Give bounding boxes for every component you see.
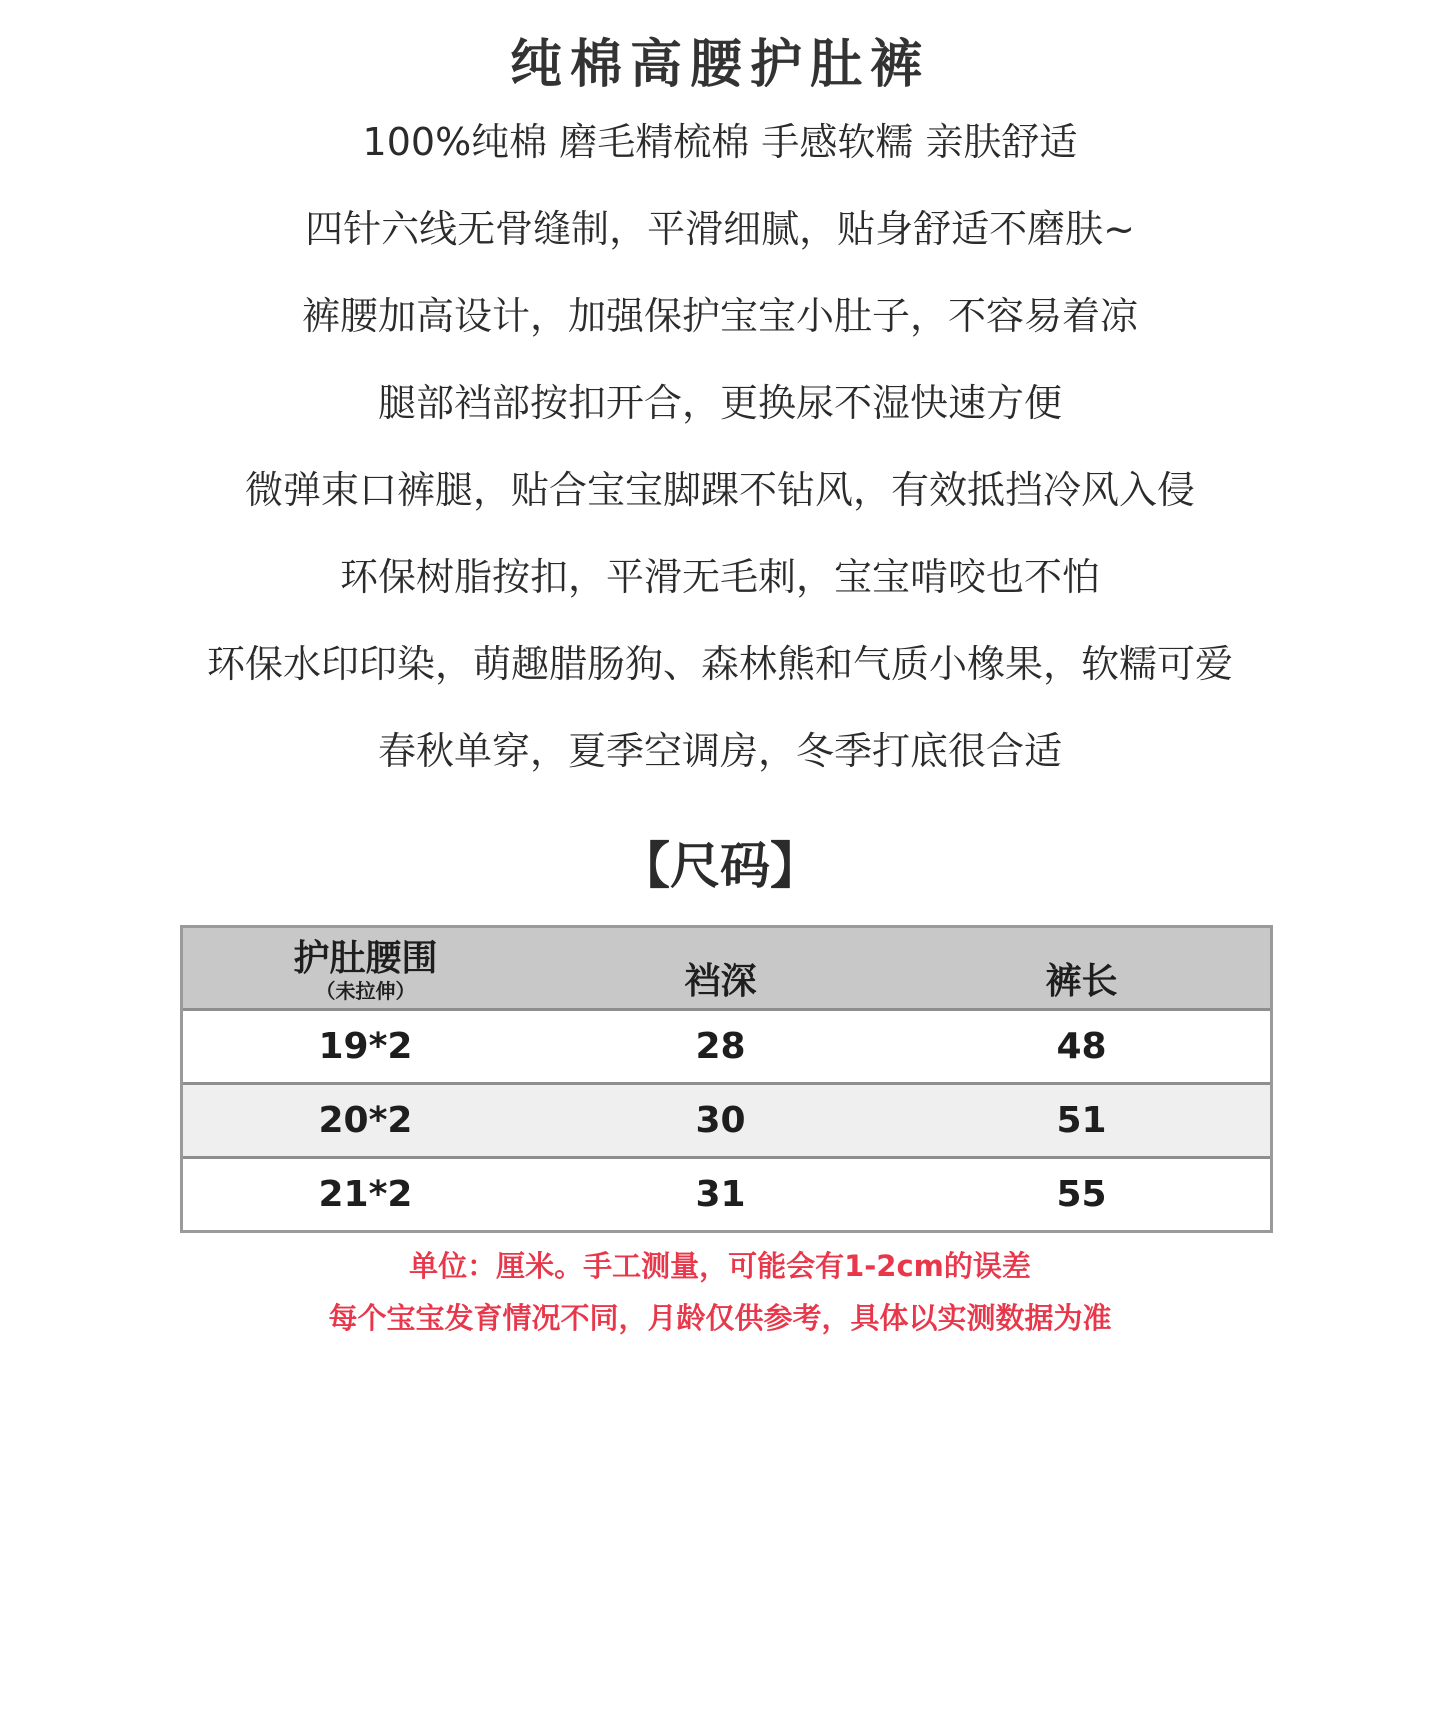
table-header-row <box>183 928 1270 1008</box>
feature-item: 环保树脂按扣，平滑无毛刺，宝宝啃咬也不怕 <box>339 555 1100 599</box>
header-waist <box>183 928 548 1008</box>
table-row <box>183 1082 1270 1156</box>
header-waist-label: 护肚腰围 <box>293 938 438 979</box>
cell-length: 55 <box>1056 1174 1107 1215</box>
measurement-notes <box>0 1240 1440 1344</box>
table-row <box>183 1156 1270 1230</box>
header-length: 裤长 <box>1045 960 1118 1002</box>
feature-item: 春秋单穿，夏季空调房，冬季打底很合适 <box>377 729 1062 773</box>
cell-waist: 19*2 <box>318 1026 413 1067</box>
header-waist-note: （未拉伸） <box>315 979 416 1003</box>
size-table <box>180 925 1273 1233</box>
table-row <box>183 1008 1270 1082</box>
cell-crotch: 28 <box>695 1026 746 1067</box>
cell-crotch: 30 <box>695 1100 746 1141</box>
cell-length: 51 <box>1056 1100 1107 1141</box>
cell-waist: 21*2 <box>318 1174 413 1215</box>
feature-item: 腿部裆部按扣开合，更换尿不湿快速方便 <box>377 381 1062 425</box>
size-section-title: 【尺码】 <box>620 837 820 895</box>
feature-item: 100%纯棉 磨毛精梳棉 手感软糯 亲肤舒适 <box>362 120 1078 164</box>
cell-length: 48 <box>1056 1026 1107 1067</box>
cell-waist: 20*2 <box>318 1100 413 1141</box>
cell-crotch: 31 <box>695 1174 746 1215</box>
feature-item: 环保水印印染，萌趣腊肠狗、森林熊和气质小橡果，软糯可爱 <box>206 642 1233 686</box>
header-crotch: 裆深 <box>684 960 757 1002</box>
note-age-reference: 每个宝宝发育情况不同，月龄仅供参考，具体以实测数据为准 <box>328 1301 1112 1335</box>
product-title: 纯棉高腰护肚裤 <box>509 35 930 95</box>
feature-list <box>0 112 1440 808</box>
feature-item: 裤腰加高设计，加强保护宝宝小肚子，不容易着凉 <box>301 294 1138 338</box>
feature-item: 微弹束口裤腿，贴合宝宝脚踝不钻风，有效抵挡冷风入侵 <box>244 468 1195 512</box>
feature-item: 四针六线无骨缝制，平滑细腻，贴身舒适不磨肤~ <box>305 207 1135 251</box>
note-unit: 单位：厘米。手工测量，可能会有1-2cm的误差 <box>409 1249 1031 1283</box>
